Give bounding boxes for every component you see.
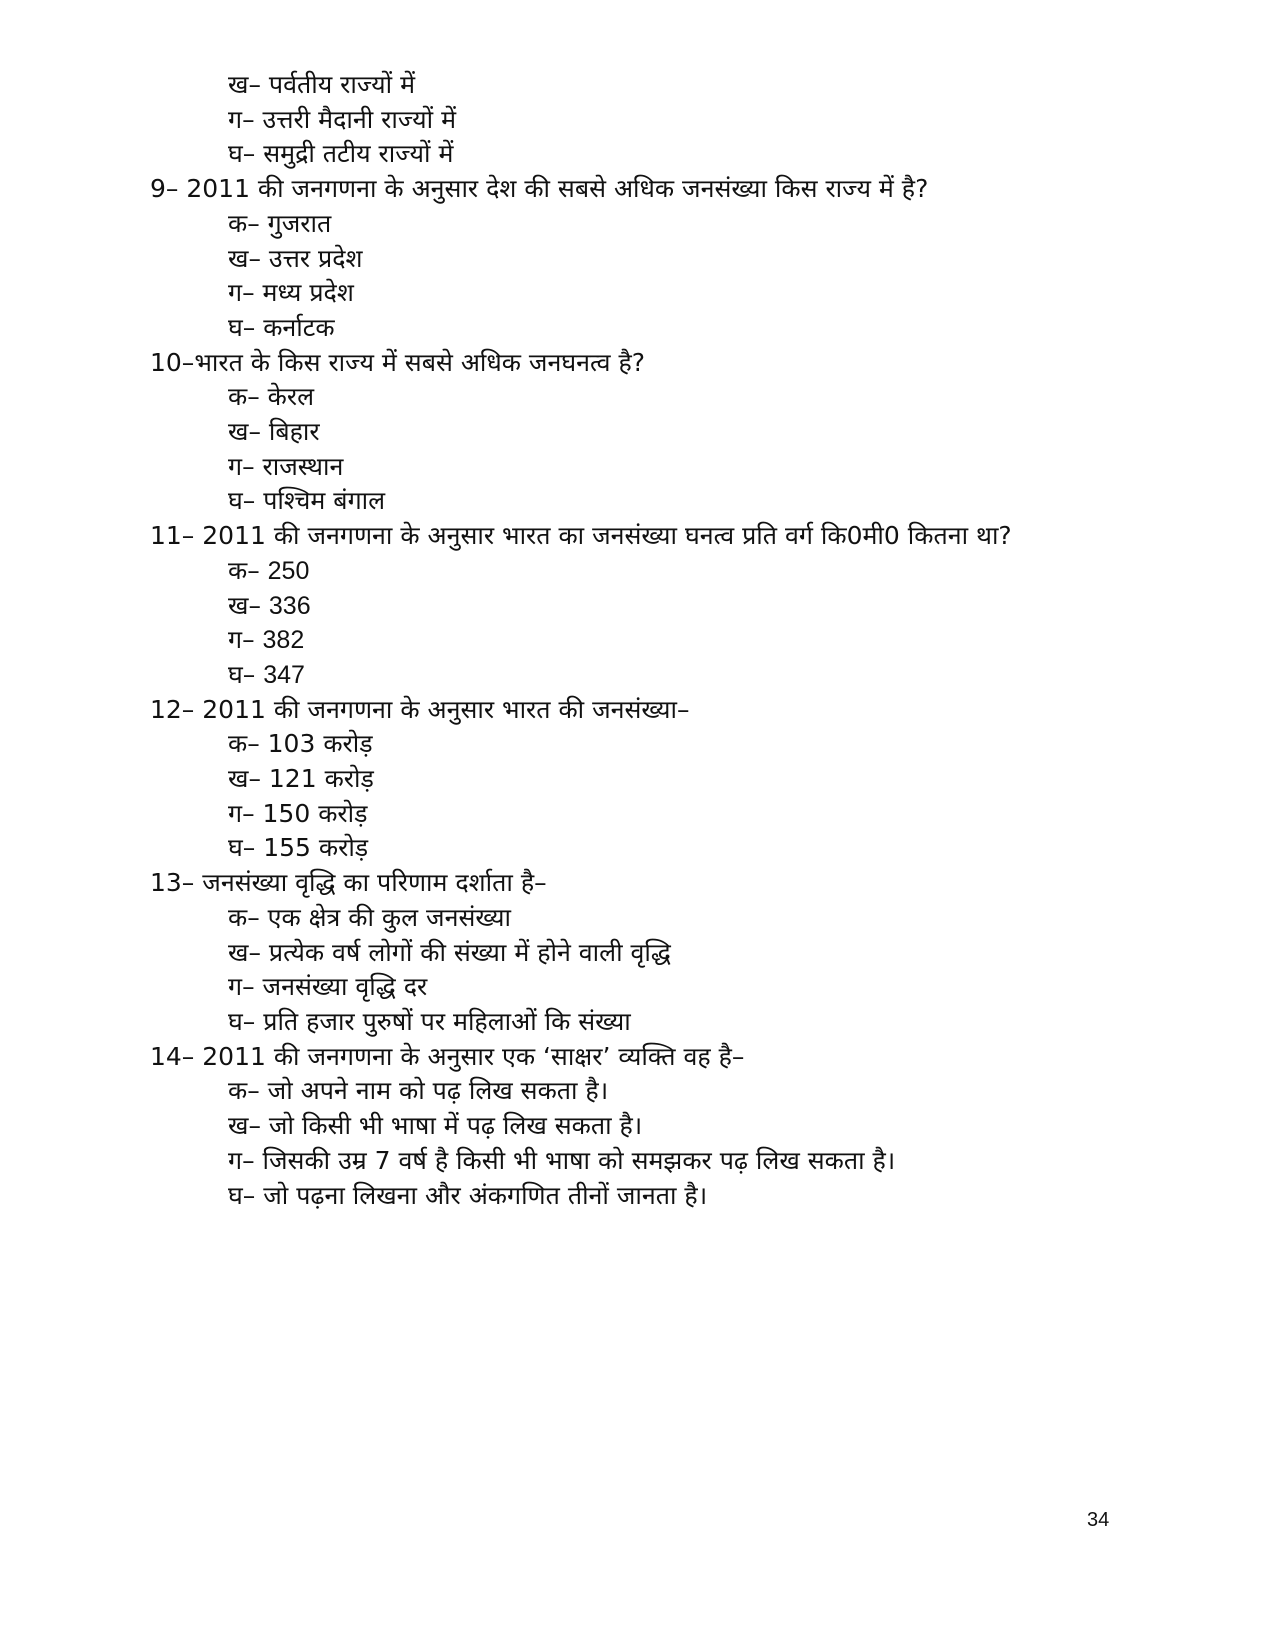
question-10 (150, 346, 1150, 381)
option-text: उत्तरी मैदानी राज्यों में (262, 104, 457, 134)
option-line (150, 797, 1150, 832)
option-line (150, 623, 1150, 658)
option-line (150, 380, 1150, 415)
option-marker: ग– (228, 278, 255, 308)
option-line (150, 1074, 1150, 1109)
option-line (150, 658, 1150, 693)
option-text: जिसकी उम्र 7 वर्ष है किसी भी भाषा को समझकर पढ़ लिख सकता है। (262, 1145, 896, 1175)
option-text: पश्चिम बंगाल (263, 486, 386, 516)
option-line (150, 727, 1150, 762)
option-marker: क– (228, 1076, 260, 1106)
option-marker: क– (228, 902, 260, 932)
option-text: गुजरात (267, 208, 332, 238)
option-marker: घ– (228, 1180, 256, 1210)
option-text: 103 करोड़ (267, 729, 373, 759)
option-text: उत्तर प्रदेश (268, 243, 363, 273)
option-text: बिहार (268, 417, 320, 447)
option-marker: घ– (228, 1006, 256, 1036)
option-line (150, 68, 1150, 103)
option-text: केरल (267, 382, 315, 412)
question-number: 12– (150, 694, 195, 724)
option-marker: ख– (228, 1111, 261, 1141)
question-text: 2011 की जनगणना के अनुसार भारत का जनसंख्या घनत्व प्रति वर्ग कि0मी0 कितना था? (202, 521, 1012, 551)
option-line (150, 137, 1150, 172)
option-marker: क– (228, 555, 260, 585)
option-line (150, 901, 1150, 936)
option-text: 382 (262, 626, 305, 655)
option-text: राजस्थान (262, 451, 344, 481)
option-text: 347 (263, 660, 305, 689)
question-12 (150, 693, 1150, 728)
option-marker: क– (228, 729, 260, 759)
option-text: 155 करोड़ (263, 833, 369, 863)
option-marker: ख– (228, 417, 261, 447)
option-marker: क– (228, 208, 260, 238)
option-text: 336 (268, 591, 311, 620)
option-marker: ग– (228, 1145, 255, 1175)
option-marker: ख– (228, 243, 261, 273)
option-marker: ग– (228, 104, 255, 134)
option-marker: क– (228, 382, 260, 412)
question-11 (150, 519, 1144, 554)
question-14 (150, 1040, 1150, 1075)
option-marker: ख– (228, 937, 261, 967)
option-text: समुद्री तटीय राज्यों में (263, 139, 454, 169)
option-line (150, 831, 1150, 866)
option-line (150, 207, 1150, 242)
question-list (150, 68, 1150, 1213)
option-line (150, 1179, 1150, 1214)
option-line (150, 762, 1150, 797)
question-number: 13– (150, 868, 195, 898)
option-text: 121 करोड़ (268, 764, 374, 794)
option-line (150, 484, 1150, 519)
option-text: प्रत्येक वर्ष लोगों की संख्या में होने वाली वृद्धि (268, 937, 671, 967)
question-text: भारत के किस राज्य में सबसे अधिक जनघनत्व है? (194, 347, 646, 377)
option-marker: ख– (228, 590, 261, 620)
option-line (150, 554, 1150, 589)
option-line (150, 1109, 1150, 1144)
option-marker: ख– (228, 764, 261, 794)
question-text: 2011 की जनगणना के अनुसार देश की सबसे अधिक जनसंख्या किस राज्य में है? (186, 174, 929, 204)
option-line (150, 450, 1150, 485)
page-number: 34 (1087, 1509, 1110, 1531)
option-text: जो किसी भी भाषा में पढ़ लिख सकता है। (268, 1111, 643, 1141)
option-line (150, 589, 1150, 624)
question-number: 14– (150, 1041, 195, 1071)
option-text: 250 (267, 556, 310, 585)
option-marker: ग– (228, 798, 255, 828)
option-marker: घ– (228, 139, 256, 169)
option-marker: घ– (228, 486, 256, 516)
option-text: 150 करोड़ (262, 798, 368, 828)
option-marker: ख– (228, 70, 261, 99)
question-number: 11– (150, 521, 195, 551)
question-text: 2011 की जनगणना के अनुसार एक ‘साक्षर’ व्यक्ति वह है– (202, 1041, 745, 1071)
option-text: कर्नाटक (263, 312, 335, 342)
option-line (150, 276, 1150, 311)
question-text: जनसंख्या वृद्धि का परिणाम दर्शाता है– (202, 868, 547, 898)
option-marker: ग– (228, 451, 255, 481)
option-line (150, 311, 1150, 346)
option-line (150, 970, 1150, 1005)
option-marker: ग– (228, 625, 255, 655)
option-text: जो पढ़ना लिखना और अंकगणित तीनों जानता है। (263, 1180, 708, 1210)
question-text: 2011 की जनगणना के अनुसार भारत की जनसंख्या– (202, 694, 690, 724)
option-line (150, 415, 1150, 450)
option-marker: घ– (228, 833, 256, 863)
option-text: एक क्षेत्र की कुल जनसंख्या (267, 902, 511, 932)
option-line (150, 242, 1150, 277)
question-number: 10– (150, 347, 195, 377)
option-marker: ग– (228, 972, 255, 1002)
option-marker: घ– (228, 659, 256, 689)
option-line (150, 103, 1150, 138)
question-9 (150, 172, 1150, 207)
option-text: जनसंख्या वृद्धि दर (262, 972, 428, 1002)
option-marker: घ– (228, 312, 256, 342)
option-line (150, 1005, 1150, 1040)
option-text: प्रति हजार पुरुषों पर महिलाओं कि संख्या (263, 1006, 631, 1036)
option-text: मध्य प्रदेश (262, 278, 354, 308)
option-text: पर्वतीय राज्यों में (268, 70, 416, 99)
option-text: जो अपने नाम को पढ़ लिख सकता है। (267, 1076, 609, 1106)
option-line (150, 1144, 1150, 1179)
option-line (150, 936, 1150, 971)
question-13 (150, 866, 1150, 901)
question-number: 9– (150, 174, 179, 204)
